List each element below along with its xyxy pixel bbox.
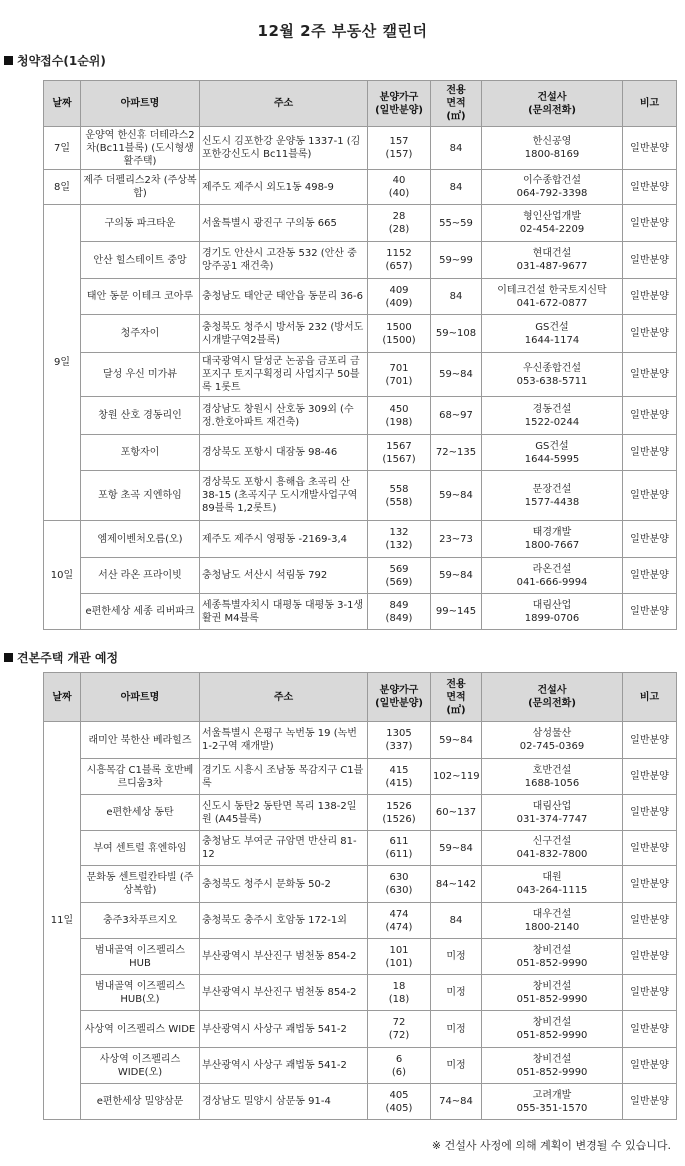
cell-note: 일반분양 [623,279,677,315]
cell-units [368,939,431,975]
table-row [44,594,677,630]
cell-units [368,315,431,353]
cell-builder [482,315,623,353]
units-total: 558 [389,483,409,495]
cell-address: 제주도 제주시 외도1동 498-9 [200,170,368,205]
builder-phone: 02-454-2209 [519,224,585,235]
builder-name: 태경개발 [532,527,572,538]
cell-units [368,353,431,397]
builder-name: 우신종합건설 [523,362,581,374]
units-total: 1305 [386,728,412,739]
units-general: (40) [388,188,410,199]
builder-name: 형인산업개발 [523,211,581,222]
cell-units [368,722,431,759]
cell-area: 84 [431,279,482,315]
header-builder: 건설사 (문의전화) [482,81,623,127]
cell-apartment: 운양역 한신휴 더테라스2차(Bc11블록) (도시형생활주택) [81,127,200,170]
page-title: 12월 2주 부동산 캘린더 [257,22,428,40]
cell-builder [482,903,623,939]
units-total: 611 [389,836,409,847]
table-row [44,1084,677,1120]
section-heading-text: 청약접수(1순위) [17,54,106,68]
builder-phone: 1644-1174 [524,334,580,346]
units-total: 72 [392,1017,406,1028]
header-address: 주소 [200,673,368,722]
cell-area: 미정 [431,1011,482,1048]
cell-units [368,435,431,471]
cell-units [368,831,431,866]
units-general: (1500) [382,334,416,346]
units-general: (6) [391,1066,407,1078]
cell-builder [482,831,623,866]
cell-area: 102~119 [431,759,482,795]
cell-note: 일반분양 [623,1048,677,1084]
units-total: 405 [389,1089,409,1101]
builder-name: 라온건설 [532,563,572,575]
builder-name: 이수종합건설 [523,175,581,186]
header-builder: 건설사 (문의전화) [482,673,623,722]
cell-note: 일반분양 [623,594,677,630]
cell-builder [482,170,623,205]
cell-units [368,521,431,558]
table-row [44,471,677,521]
header-date: 날짜 [44,81,81,127]
builder-phone: 1800-8169 [524,149,580,160]
cell-address: 부산광역시 사상구 괘법동 541-2 [200,1048,368,1084]
table-header-row [44,673,677,722]
cell-apartment: 엠제이벤처오름(오) [81,521,200,558]
cell-date: 8일 [44,170,81,205]
cell-area: 84 [431,127,482,170]
units-general: (1567) [382,453,416,465]
units-total: 1526 [386,800,412,812]
cell-area: 59~84 [431,353,482,397]
table-row [44,353,677,397]
builder-name: 대림산업 [532,599,572,611]
table-row [44,722,677,759]
builder-phone: 1688-1056 [524,777,580,789]
units-total: 409 [389,284,409,296]
cell-note: 일반분양 [623,759,677,795]
cell-units [368,127,431,170]
units-general: (337) [385,741,413,752]
builder-name: 호반건설 [532,764,572,776]
builder-phone: 051-852-9990 [516,1030,588,1041]
cell-apartment: 시흥목감 C1블록 호반베르디움3차 [81,759,200,795]
cell-apartment: 사상역 이즈펠리스 WIDE [81,1011,200,1048]
cell-units [368,1011,431,1048]
builder-name: 창비건설 [532,980,572,992]
cell-builder [482,1048,623,1084]
cell-address: 대국광역시 달성군 논공읍 금포리 금포지구 토지구획정리 사업지구 50블록 1롯트 [200,353,368,397]
cell-apartment: 충주3차푸르지오 [81,903,200,939]
cell-area: 84~142 [431,866,482,903]
cell-note: 일반분양 [623,471,677,521]
units-general: (611) [385,849,413,860]
cell-address: 충청남도 서산시 석림동 792 [200,558,368,594]
table-row [44,435,677,471]
cell-address: 충청북도 청주시 문화동 50-2 [200,866,368,903]
cell-area: 59~99 [431,242,482,279]
cell-area: 84 [431,170,482,205]
cell-builder [482,205,623,242]
cell-area: 84 [431,903,482,939]
units-general: (72) [388,1030,410,1041]
table-row [44,795,677,831]
cell-apartment: 부여 센트럴 휴엔하임 [81,831,200,866]
units-total: 849 [389,599,409,611]
builder-phone: 051-852-9990 [516,1066,588,1078]
header-address: 주소 [200,81,368,127]
units-total: 18 [392,980,406,992]
units-general: (132) [385,540,413,551]
table-row [44,279,677,315]
cell-apartment: 구의동 파크타운 [81,205,200,242]
cell-builder [482,1084,623,1120]
cell-units [368,471,431,521]
cell-units [368,279,431,315]
cell-address: 충청북도 충주시 호암동 172-1외 [200,903,368,939]
cell-address: 신도시 김포한강 운양동 1337-1 (김포한강신도시 Bc11블록) [200,127,368,170]
cell-units [368,558,431,594]
builder-phone: 031-374-7747 [516,813,588,825]
builder-phone: 1899-0706 [524,612,580,624]
cell-builder [482,594,623,630]
units-general: (198) [385,416,413,428]
cell-builder [482,242,623,279]
cell-note: 일반분양 [623,521,677,558]
units-total: 157 [389,136,409,147]
cell-builder [482,866,623,903]
units-total: 1500 [386,321,412,333]
builder-name: 현대건설 [532,248,572,259]
table-row [44,866,677,903]
units-general: (405) [385,1102,413,1114]
cell-area: 68~97 [431,397,482,435]
units-general: (157) [385,149,413,160]
cell-area: 60~137 [431,795,482,831]
cell-note: 일반분양 [623,127,677,170]
cell-units [368,1084,431,1120]
cell-address: 경상북도 포항시 대잠동 98-46 [200,435,368,471]
units-total: 630 [389,872,409,883]
header-area: 전용 면적 (㎡) [431,673,482,722]
cell-units [368,795,431,831]
cell-builder [482,795,623,831]
table-row [44,759,677,795]
cell-note: 일반분양 [623,170,677,205]
cell-builder [482,397,623,435]
cell-units [368,242,431,279]
cell-note: 일반분양 [623,242,677,279]
cell-units [368,170,431,205]
cell-area: 74~84 [431,1084,482,1120]
cell-apartment: e편한세상 동탄 [81,795,200,831]
cell-note: 일반분양 [623,975,677,1011]
cell-address: 충청남도 부여군 규암면 반산리 81-12 [200,831,368,866]
cell-apartment: 사상역 이즈펠리스 WIDE(오) [81,1048,200,1084]
builder-phone: 031-487-9677 [516,261,588,272]
cell-apartment: 제주 더펠리스2차 (주상복합) [81,170,200,205]
cell-note: 일반분양 [623,866,677,903]
cell-area: 99~145 [431,594,482,630]
cell-apartment: 청주자이 [81,315,200,353]
cell-units [368,975,431,1011]
cell-builder [482,759,623,795]
cell-area: 미정 [431,1048,482,1084]
cell-address: 신도시 동탄2 동탄면 목리 138-2일원 (A45블록) [200,795,368,831]
cell-area: 59~84 [431,722,482,759]
cell-address: 서울특별시 광진구 구의동 665 [200,205,368,242]
cell-builder [482,435,623,471]
cell-note: 일반분양 [623,1084,677,1120]
cell-area: 미정 [431,975,482,1011]
builder-phone: 1644-5995 [524,453,580,465]
builder-phone: 064-792-3398 [516,188,588,199]
units-total: 569 [389,563,409,575]
cell-builder [482,279,623,315]
units-total: 101 [389,944,409,956]
units-total: 450 [389,403,409,415]
builder-phone: 02-745-0369 [519,741,585,752]
cell-note: 일반분양 [623,435,677,471]
header-units: 분양가구 (일반분양) [368,81,431,127]
cell-address: 부산광역시 사상구 괘법동 541-2 [200,1011,368,1048]
cell-builder [482,722,623,759]
cell-area: 미정 [431,939,482,975]
cell-units [368,866,431,903]
units-general: (18) [388,993,410,1005]
units-total: 1567 [386,440,412,452]
cell-area: 55~59 [431,205,482,242]
table-header-row [44,81,677,127]
cell-date: 11일 [44,722,81,1120]
section-heading-model-house [4,649,118,666]
cell-note: 일반분양 [623,558,677,594]
cell-builder [482,127,623,170]
header-area: 전용 면적 (㎡) [431,81,482,127]
table-row [44,397,677,435]
table-row [44,127,677,170]
cell-builder [482,521,623,558]
cell-note: 일반분양 [623,1011,677,1048]
builder-phone: 1577-4438 [524,496,580,508]
model-house-table [43,672,677,1120]
header-note: 비고 [623,81,677,127]
units-total: 40 [392,175,406,186]
cell-note: 일반분양 [623,315,677,353]
builder-name: 문장건설 [532,483,572,495]
cell-apartment: 창원 산호 경동리인 [81,397,200,435]
cell-note: 일반분양 [623,353,677,397]
cell-address: 경상남도 밀양시 삼문동 91-4 [200,1084,368,1120]
cell-note: 일반분양 [623,903,677,939]
cell-note: 일반분양 [623,831,677,866]
cell-area: 59~84 [431,471,482,521]
units-total: 28 [392,211,406,222]
cell-apartment: 포항자이 [81,435,200,471]
builder-name: 고려개발 [532,1089,572,1101]
units-general: (474) [385,921,413,933]
cell-address: 부산광역시 부산진구 범천동 854-2 [200,939,368,975]
builder-phone: 055-351-1570 [516,1102,588,1114]
builder-name: 창비건설 [532,1017,572,1028]
units-general: (657) [385,261,413,272]
units-general: (1526) [382,813,416,825]
square-bullet-icon [4,56,13,65]
table-row [44,903,677,939]
header-apartment: 아파트명 [81,81,200,127]
cell-date: 7일 [44,127,81,170]
builder-phone: 1800-7667 [524,540,580,551]
cell-apartment: e편한세상 밀양삼문 [81,1084,200,1120]
cell-address: 충청남도 태안군 태안읍 동문리 36-6 [200,279,368,315]
units-total: 1152 [386,248,412,259]
units-total: 474 [389,908,409,920]
table-row [44,558,677,594]
cell-area: 72~135 [431,435,482,471]
cell-units [368,205,431,242]
units-total: 415 [389,764,409,776]
cell-address: 부산광역시 부산진구 범천동 854-2 [200,975,368,1011]
cell-area: 23~73 [431,521,482,558]
cell-apartment: 태안 동문 이테크 코아루 [81,279,200,315]
cell-apartment: 범내골역 이즈펠리스 HUB(오) [81,975,200,1011]
builder-phone: 051-852-9990 [516,993,588,1005]
cell-address: 경상북도 포항시 흥해읍 초곡리 산38-15 (초곡지구 도시개발사업구역 89블록 1,2롯트) [200,471,368,521]
section-heading-text: 견본주택 개관 예정 [17,651,119,665]
cell-builder [482,471,623,521]
builder-phone: 053-638-5711 [516,375,588,387]
footnote: ※ 건설사 사정에 의해 계획이 변경될 수 있습니다. [431,1139,671,1152]
cell-builder [482,353,623,397]
builder-phone: 1800-2140 [524,921,580,933]
table-row [44,1048,677,1084]
units-general: (28) [388,224,410,235]
builder-name: 창비건설 [532,944,572,956]
header-note: 비고 [623,673,677,722]
units-general: (701) [385,375,413,387]
header-units: 분양가구 (일반분양) [368,673,431,722]
builder-name: GS건설 [535,321,569,333]
table-row [44,1011,677,1048]
cell-note: 일반분양 [623,205,677,242]
table-row [44,315,677,353]
square-bullet-icon [4,653,13,662]
cell-area: 59~84 [431,558,482,594]
cell-note: 일반분양 [623,795,677,831]
builder-name: 신구건설 [532,836,572,847]
cell-address: 서울특별시 은평구 녹번동 19 (녹번1-2구역 재개발) [200,722,368,759]
builder-phone: 051-852-9990 [516,957,588,969]
cell-apartment: 문화동 센트럴칸타빌 (주상복합) [81,866,200,903]
cell-date: 9일 [44,205,81,521]
table-row [44,521,677,558]
builder-name: 대원 [542,872,562,883]
units-general: (558) [385,496,413,508]
cell-builder [482,975,623,1011]
cell-note: 일반분양 [623,722,677,759]
builder-phone: 041-672-0877 [516,297,588,309]
units-general: (849) [385,612,413,624]
subscription-table [43,80,677,630]
cell-units [368,594,431,630]
units-total: 6 [395,1053,403,1065]
units-total: 701 [389,362,409,374]
header-date: 날짜 [44,673,81,722]
cell-units [368,1048,431,1084]
cell-address: 경기도 안산시 고잔동 532 (안산 중앙주공1 재건축) [200,242,368,279]
builder-phone: 1522-0244 [524,416,580,428]
builder-phone: 041-832-7800 [516,849,588,860]
units-general: (415) [385,777,413,789]
cell-area: 59~84 [431,831,482,866]
table-row [44,975,677,1011]
header-apartment: 아파트명 [81,673,200,722]
cell-apartment: 안산 힐스테이트 중앙 [81,242,200,279]
units-general: (409) [385,297,413,309]
builder-name: 삼성물산 [532,728,572,739]
units-total: 132 [389,527,409,538]
cell-address: 경기도 시흥시 조남동 목감지구 C1블록 [200,759,368,795]
cell-apartment: e편한세상 세종 리버파크 [81,594,200,630]
builder-name: 대림산업 [532,800,572,812]
cell-units [368,903,431,939]
cell-note: 일반분양 [623,397,677,435]
table-row [44,242,677,279]
units-general: (569) [385,576,413,588]
cell-apartment: 래미안 북한산 베라힐즈 [81,722,200,759]
cell-apartment: 달성 우신 미가뷰 [81,353,200,397]
table-row [44,831,677,866]
cell-address: 경상남도 창원시 산호동 309외 (수정.한호아파트 재건축) [200,397,368,435]
builder-phone: 041-666-9994 [516,576,588,588]
cell-address: 제주도 제주시 영평동 -2169-3,4 [200,521,368,558]
cell-units [368,759,431,795]
builder-name: 대우건설 [532,908,572,920]
cell-units [368,397,431,435]
cell-address: 세종특별자치시 대평동 대평동 3-1생활권 M4블록 [200,594,368,630]
cell-apartment: 포항 초곡 지엔하임 [81,471,200,521]
cell-builder [482,558,623,594]
cell-builder [482,1011,623,1048]
cell-builder [482,939,623,975]
cell-date: 10일 [44,521,81,630]
table-row [44,939,677,975]
cell-area: 59~108 [431,315,482,353]
units-general: (630) [385,885,413,896]
cell-apartment: 서산 라온 프라이빗 [81,558,200,594]
builder-name: 한신공영 [532,136,572,147]
builder-phone: 043-264-1115 [516,885,588,896]
units-general: (101) [385,957,413,969]
table-row [44,170,677,205]
table-row [44,205,677,242]
cell-note: 일반분양 [623,939,677,975]
builder-name: GS건설 [535,440,569,452]
builder-name: 경동건설 [532,403,572,415]
builder-name: 창비건설 [532,1053,572,1065]
cell-address: 충청북도 청주시 방서동 232 (방서도시개발구역2블록) [200,315,368,353]
builder-name: 이테크건설 한국토지신탁 [497,284,607,296]
cell-apartment: 범내골역 이즈펠리스 HUB [81,939,200,975]
section-heading-subscription [4,52,106,69]
